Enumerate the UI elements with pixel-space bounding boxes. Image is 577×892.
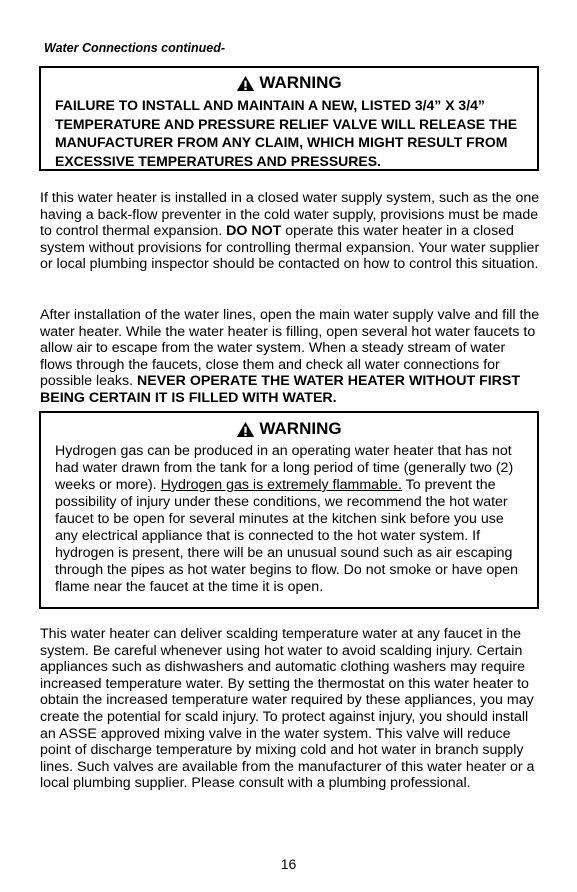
warning-triangle-icon: [236, 421, 255, 438]
paragraph-text: operate this water heater in a closed system without provisions for controlling thermal expansion. Your water supplier or local plumbing inspector should be contacted on how to control this situation.: [40, 223, 540, 273]
section-heading: Water Connections continued-: [44, 41, 226, 55]
paragraph-text: If this water heater is installed in a closed water supply system, such as the one having a back-flow preventer in the cold water supply, provisions must be made to control thermal expansion.: [40, 190, 540, 240]
warning-box-hydrogen: [39, 411, 539, 609]
hydrogen-warning-text: [55, 443, 529, 596]
warning-box-relief-valve: [39, 66, 539, 171]
warning-text: Hydrogen gas can be produced in an operating water heater that has not had water drawn from the tank for a long period of time (generally two (2) weeks or more).: [55, 443, 514, 493]
warning-text: To prevent the possibility of injury under these conditions, we recommend the hot water faucet to be open for several minutes at the kitchen sink before you use any electrical appliance that is connected to the hot water system. If hydrogen is present, there will be an unusual sound such as air escaping through the pipes as hot water begins to flow. Do not smoke or have open flame near the faucet at the time it is open.: [55, 477, 518, 595]
warning-title: WARNING: [259, 73, 342, 92]
do-not-emphasis: DO NOT: [226, 223, 282, 240]
filling-instructions-paragraph: [40, 307, 540, 407]
never-operate-emphasis: NEVER OPERATE THE WATER HEATER WITHOUT FIRST BEING CERTAIN IT IS FILLED WITH WATER.: [40, 373, 521, 406]
warning-triangle-icon: [236, 75, 255, 92]
paragraph-text: After installation of the water lines, open the main water supply valve and fill the water heater. While the water heater is filling, open several hot water faucets to allow air to escape from the water system. When a steady stream of water flows through the faucets, close them and check all water connections for possible leaks.: [40, 307, 540, 390]
thermal-expansion-paragraph: [40, 190, 540, 273]
flammable-emphasis: Hydrogen gas is extremely flammable.: [160, 477, 402, 493]
warning-text: FAILURE TO INSTALL AND MAINTAIN A NEW, LISTED 3/4” X 3/4” TEMPERATURE AND PRESSURE RELIEF VALVE WILL RELEASE THE MANUFACTURER FROM ANY CLAIM, WHICH MIGHT RESULT FROM EXCESSIVE TEMPERATURES AND PRESSURES.: [55, 97, 518, 169]
warning-title: WARNING: [259, 419, 342, 438]
warning-heading: [41, 73, 537, 93]
scalding-paragraph: This water heater can deliver scalding temperature water at any faucet in the system. Be careful whenever using hot water to avoid scalding injury. Certain appliances such as dishwashers and automatic clothing washers may require increased temperature water. By setting the thermostat on this water heater to obtain the increased temperature water required by these appliances, you may create the potential for scald injury. To protect against injury, you should install an ASSE approved mixing valve in the water system. This valve will reduce point of discharge temperature by mixing cold and hot water in branch supply lines. Such valves are available from the manufacturer of this water heater or a local plumbing supplier. Please consult with a plumbing professional.: [40, 626, 535, 792]
warning-heading: [41, 419, 537, 439]
page-number: 16: [280, 856, 297, 872]
